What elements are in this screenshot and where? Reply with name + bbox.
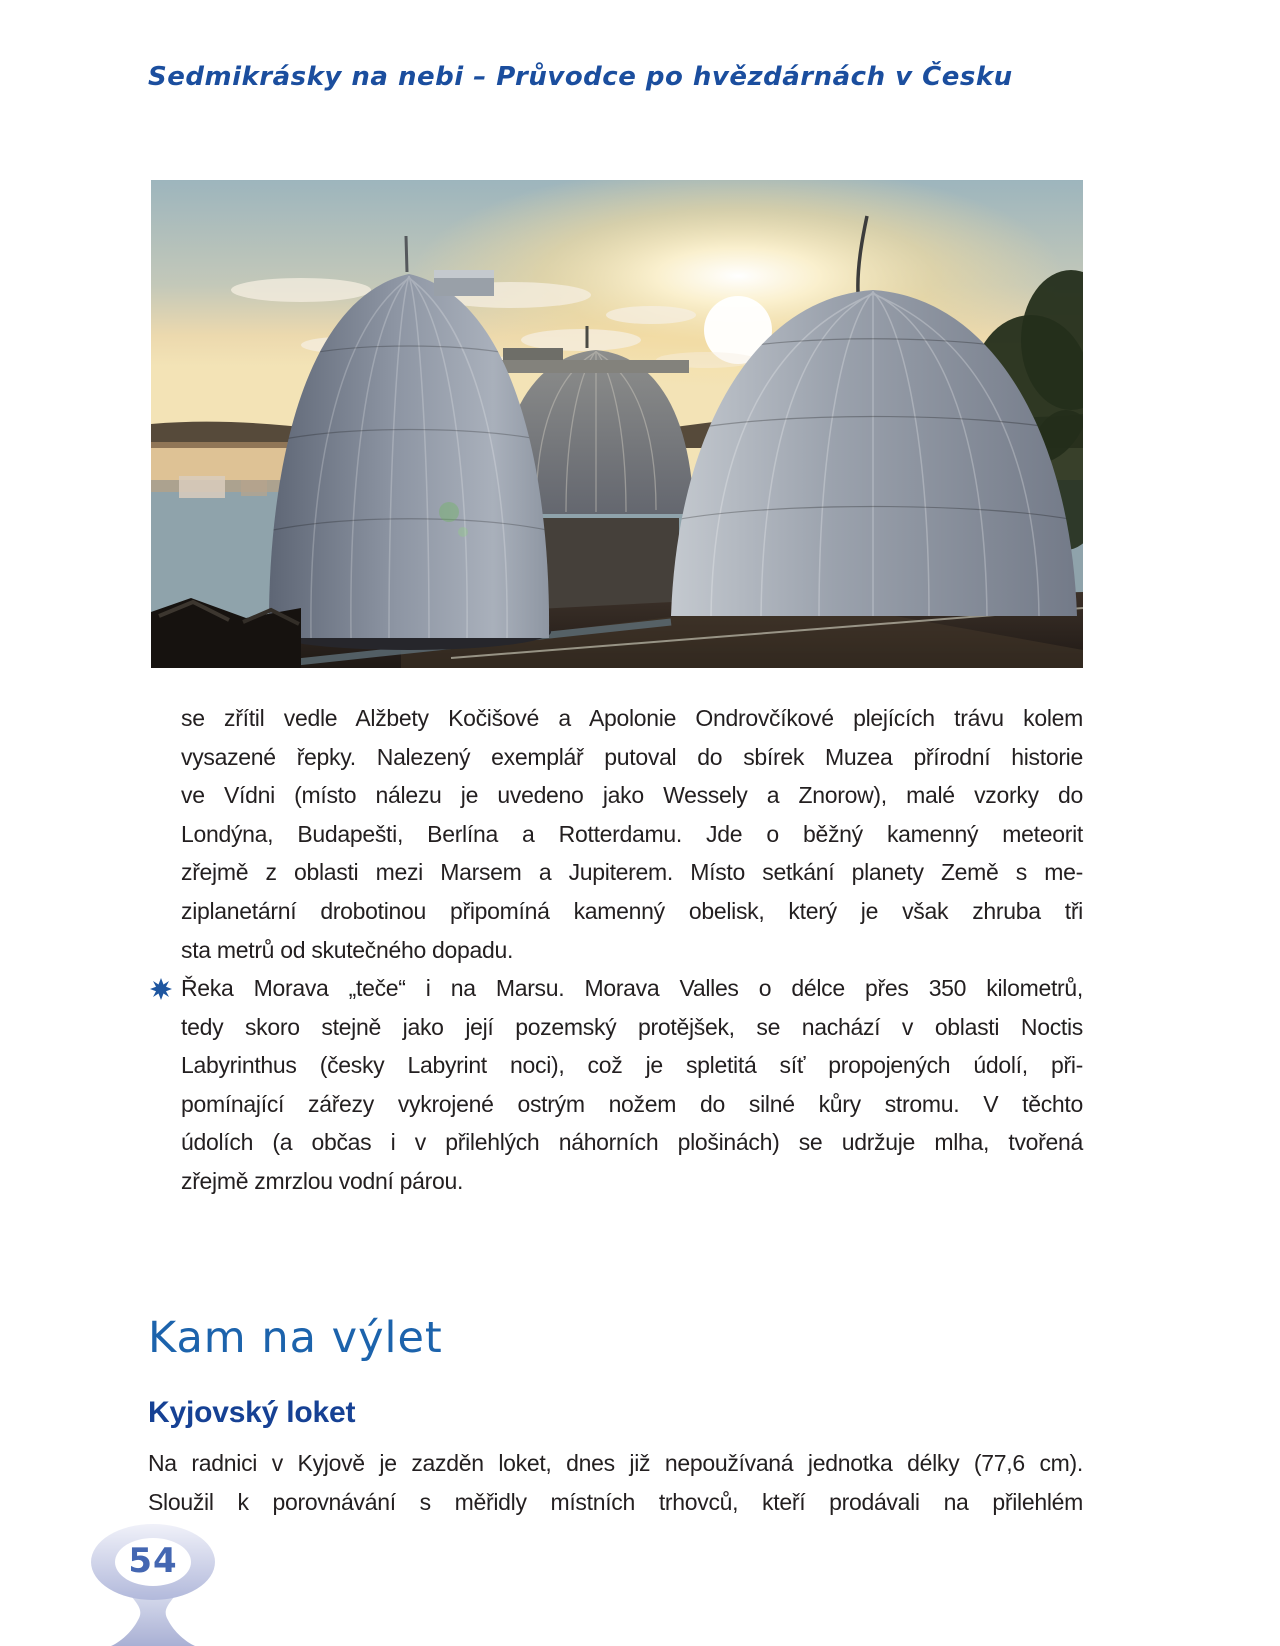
distant-building (179, 476, 225, 498)
distant-building (241, 480, 267, 496)
paragraph-line: sta metrů od skutečného dopadu. (181, 936, 514, 963)
section-heading-kam-na-vylet: Kam na výlet (148, 1313, 443, 1363)
paragraph-line: Londýna, Budapešti, Berlína a Rotterdamu. Jde o běžný kamenný meteorit (181, 820, 1083, 847)
paragraph-line: Labyrinthus (česky Labyrint noci), což je spletitá síť propojených údolí, při- (181, 1052, 1083, 1079)
observatory-photo-illustration (151, 180, 1083, 668)
paragraph-morava-valles (181, 969, 1083, 1201)
running-head: Sedmikrásky na nebi – Průvodce po hvězdárnách v Česku (148, 62, 1013, 92)
paragraph-kyjovsky-loket (148, 1444, 1083, 1521)
paragraph-line: pomínající zářezy vykrojené ostrým nožem do silné kůry stromu. V těchto (181, 1090, 1083, 1117)
subsection-heading-kyjovsky-loket: Kyjovský loket (148, 1396, 356, 1429)
page-number-decoration (86, 1516, 220, 1646)
paragraph-line: se zřítil vedle Alžbety Kočišové a Apolonie Ondrovčíkové plejících trávu kolem (181, 705, 1083, 731)
paragraph-line: vysazené řepky. Nalezený exemplář putoval do sbírek Muzea přírodní historie (181, 743, 1083, 770)
paragraph-line: údolích (a občas i v přilehlých náhorních plošinách) se udržuje mlha, tvořená (181, 1129, 1083, 1156)
paragraph-line: Řeka Morava „teče“ i na Marsu. Morava Valles o délce přes 350 kilometrů, (181, 975, 1083, 1001)
page-number: 54 (128, 1541, 178, 1581)
observatory-photo (151, 180, 1083, 668)
star-bullet-icon (150, 978, 172, 1000)
paragraph-line: ziplanetární drobotinou připomíná kamenný obelisk, který je však zhruba tři (181, 897, 1083, 924)
paragraph-line: Na radnici v Kyjově je zazděn loket, dnes již nepoužívaná jednotka délky (77,6 cm). (148, 1450, 1083, 1476)
paragraph-line: zřejmě z oblasti mezi Marsem a Jupiterem. Místo setkání planety Země s me- (181, 859, 1083, 886)
paragraph-line: tedy skoro stejně jako její pozemský protějšek, se nachází v oblasti Noctis (181, 1013, 1083, 1040)
paragraph-line: zřejmě zmrzlou vodní párou. (181, 1167, 464, 1194)
paragraph-meteorit (181, 699, 1083, 969)
paragraph-line: Sloužil k porovnávání s měřidly místních trhovců, kteří prodávali na přilehlém (148, 1488, 1083, 1515)
paragraph-line: ve Vídni (místo nálezu je uvedeno jako Wessely a Znorow), malé vzorky do (181, 782, 1083, 809)
